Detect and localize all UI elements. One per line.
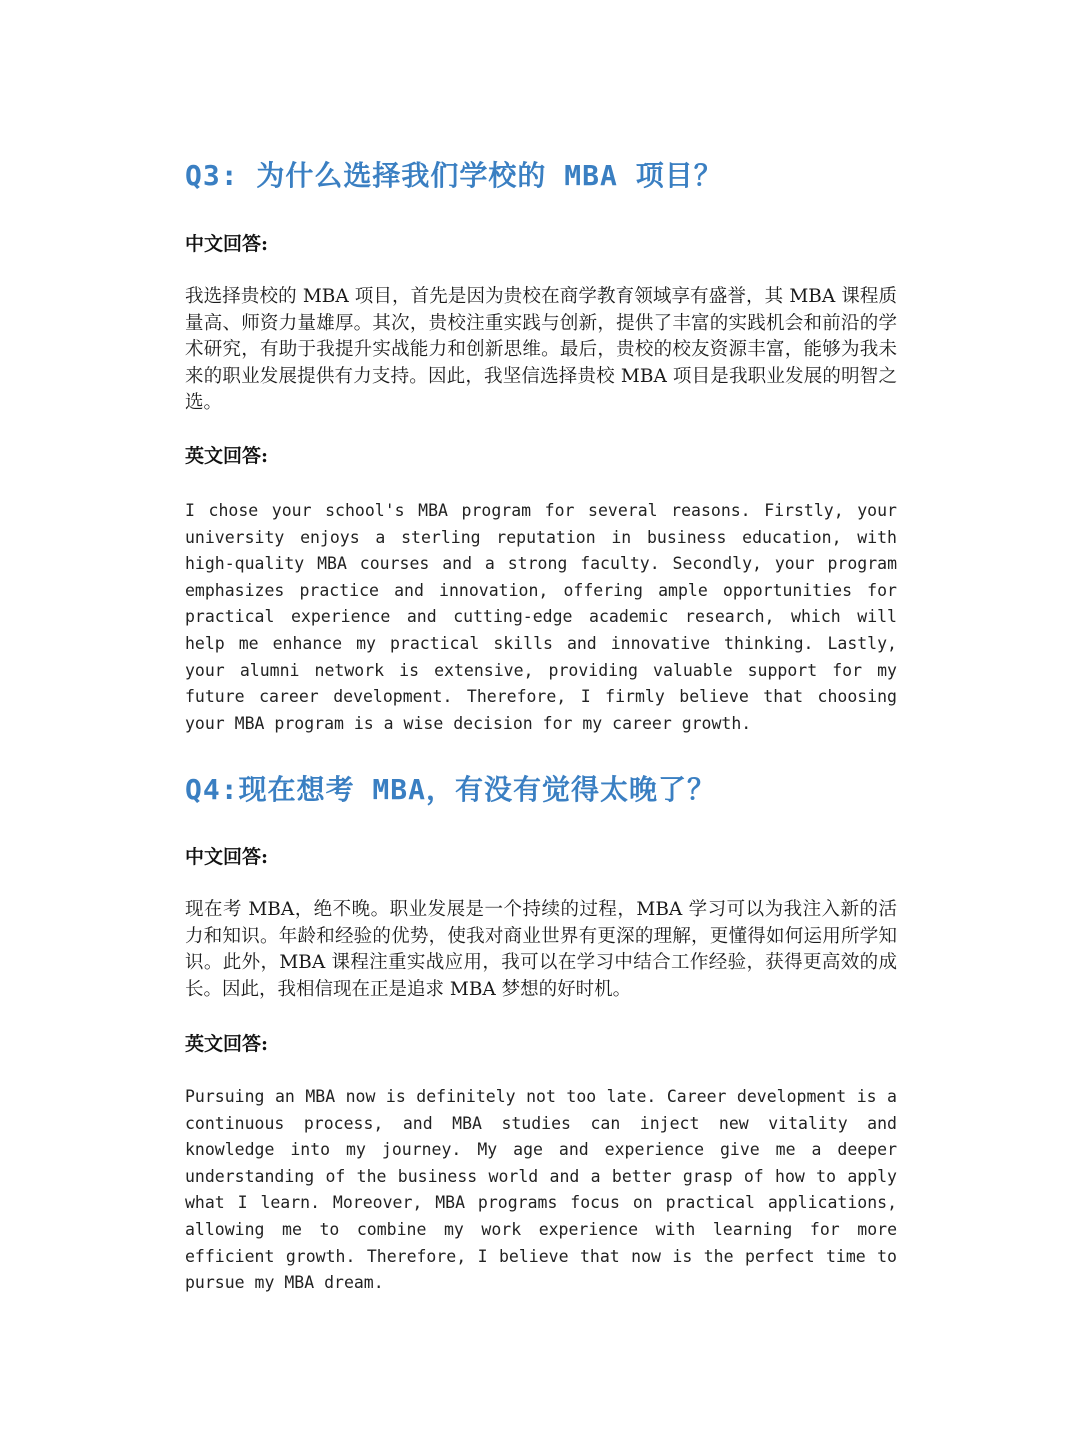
english-answer-label-q4: 英文回答: [185,1033,269,1055]
english-answer-label-q3: 英文回答: [185,445,269,467]
chinese-answer-q3: 我选择贵校的 MBA 项目，首先是因为贵校在商学教育领域享有盛誉，其 MBA 课程质量高、师资力量雄厚。其次，贵校注重实践与创新，提供了丰富的实践机会和前沿的学术研究，有助于我提升实战能力和创新思维。最后，贵校的校友资源丰富，能够为我未来的职业发展提供有力支持。因此，我坚信选择贵校 MBA 项目是我职业发展的明智之选。 [185,286,897,414]
english-answer-q4: Pursuing an MBA now is definitely not too late. Career development is a continuous process, and MBA studies can inject new vitality and knowledge into my journey. My age and experience give me a deeper understanding of the business world and a better grasp of how to apply what I learn. Moreover, MBA programs focus on practical applications, allowing me to combine my work experience with learning for more efficient growth. Therefore, I believe that now is the perfect time to pursue my MBA dream. [185,1087,897,1293]
chinese-answer-label-q4: 中文回答: [185,846,269,868]
english-answer-q3: I chose your school's MBA program for several reasons. Firstly, your university enjoys a sterling reputation in business education, with high-quality MBA courses and a strong faculty. Secondly, your program emphasizes practice and innovation, offering ample opportunities for practical experience and cutting-edge academic research, which will help me enhance my practical skills and innovative thinking. Lastly, your alumni network is extensive, providing valuable support for my future career development. Therefore, I firmly believe that choosing your MBA program is a wise decision for my career growth. [185,501,897,733]
question-heading-q4: Q4:现在想考 MBA，有没有觉得太晚了？ [185,773,717,806]
chinese-answer-q4: 现在考 MBA，绝不晚。职业发展是一个持续的过程，MBA 学习可以为我注入新的活力和知识。年龄和经验的优势，使我对商业世界有更深的理解，更懂得如何运用所学知识。此外，MBA 课程注重实战应用，我可以在学习中结合工作经验，获得更高效的成长。因此，我相信现在正是追求 MBA 梦想的好时机。 [185,899,897,1000]
chinese-answer-label-q3: 中文回答: [185,233,269,255]
question-heading-q3: Q3: 为什么选择我们学校的 MBA 项目？ [185,159,723,192]
